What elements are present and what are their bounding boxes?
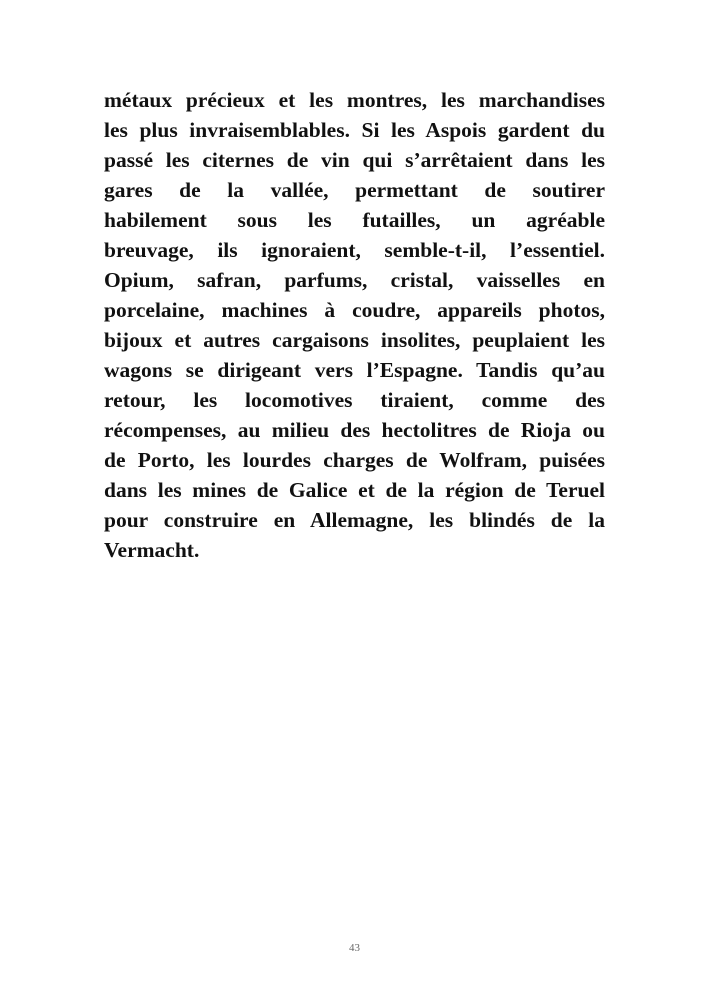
text-line: de Porto, les lourdes charges de Wolfram, puisées xyxy=(104,448,605,472)
text-line: passé les citernes de vin qui s’arrêtaient dans les xyxy=(104,148,605,172)
text-line: pour construire en Allemagne, les blindés de la xyxy=(104,508,605,532)
text-line: Vermacht. xyxy=(104,538,200,562)
text-line: wagons se dirigeant vers l’Espagne. Tandis qu’au xyxy=(104,358,605,382)
text-line: gares de la vallée, permettant de soutirer xyxy=(104,178,605,202)
text-line: breuvage, ils ignoraient, semble-t-il, l’essentiel. xyxy=(104,238,605,262)
text-line: habilement sous les futailles, un agréable xyxy=(104,208,605,232)
text-line: porcelaine, machines à coudre, appareils photos, xyxy=(104,298,605,322)
text-line: les plus invraisemblables. Si les Aspois gardent du xyxy=(104,118,605,142)
text-line: métaux précieux et les montres, les marchandises xyxy=(104,88,605,112)
text-line: bijoux et autres cargaisons insolites, peuplaient les xyxy=(104,328,605,352)
text-line: dans les mines de Galice et de la région de Teruel xyxy=(104,478,605,502)
text-line: Opium, safran, parfums, cristal, vaisselles en xyxy=(104,268,605,292)
text-line: retour, les locomotives tiraient, comme des xyxy=(104,388,605,412)
body-paragraph xyxy=(104,85,605,565)
page-number: 43 xyxy=(349,942,360,954)
text-line: récompenses, au milieu des hectolitres de Rioja ou xyxy=(104,418,605,442)
